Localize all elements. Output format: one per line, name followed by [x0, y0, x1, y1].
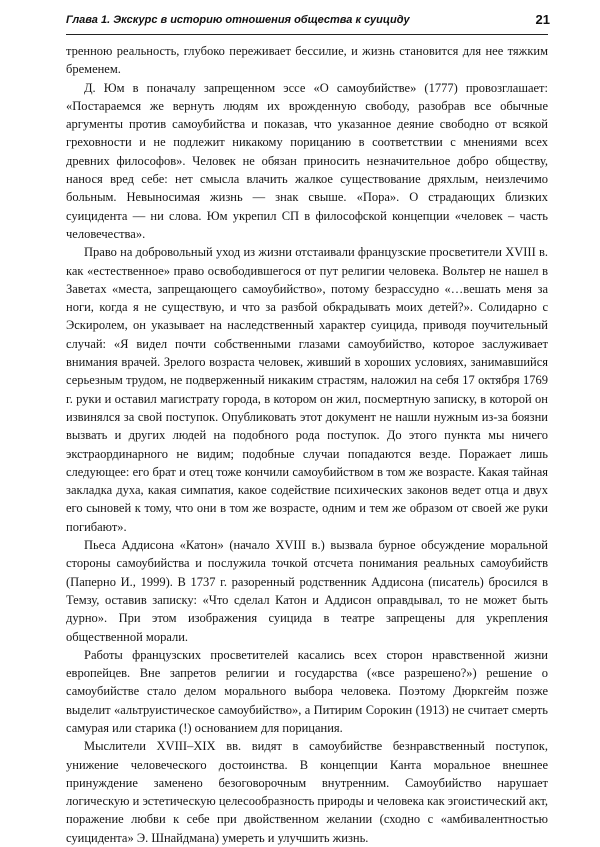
running-header: Глава 1. Экскурс в историю отношения общества к суициду: [66, 14, 410, 26]
paragraph-continued: тренною реальность, глубоко переживает бессилие, и жизнь становится для нее тяжким бременем.: [66, 44, 548, 77]
paragraph-voltaire: Право на добровольный уход из жизни отстаивали французские просветители XVIII в. как «естественное» право освободившегося от пут религии человека. Вольтер не нашел в Заветах «места, запрещающего самоубийство», потому безрассудно «…вешать меня за ноги, когда я не существую, и что за разбой обкрадывать моих детей?». Солидарно с Эскиролем, он указывает на наследственный характер суицида, приводя поучительный случай: «Я видел почти собственными глазами самоубийство, которое заслуживает внимания врачей. Зрелого возраста человек, живший в хороших условиях, занимавшийся серьезным трудом, не подверженный никаким страстям, наложил на себя 17 октября 1769 г. руки и оставил магистрату города, в котором он жил, посмертную записку, в которой он извинялся за свой поступок. Опубликовать этот документ не нашли нужным из-за боязни вызвать и других людей на подобного рода поступок. До этого пункта мы ничего экстраординарного не видим; подобные случаи попадаются везде. Поражает лишь следующее: его брат и отец тоже кончили самоубийством в том же возрасте. Какая тайная закладка духа, какая симпатия, какое содействие психических законов ведет отца и двух его сыновей к тому, что они в том же возрасте, одним и тем же образом от своей же руки погибают».: [66, 245, 548, 534]
paragraph-kant: Мыслители XVIII–XIX вв. видят в самоубийстве безнравственный поступок, унижение человеческого достоинства. В концепции Канта моральное внешнее принуждение заменено безоговорочным внутренним. Самоубийство нарушает логическую и эстетическую целесообразность природы и человека как эгоистический акт, поражение любви к себе при двойственном желании (сходно с «амбивалентностью суицидента» Э. Шнайдмана) умереть и улучшить жизнь.: [66, 739, 548, 845]
paragraph-addison: Пьеса Аддисона «Катон» (начало XVIII в.) вызвала бурное обсуждение моральной стороны самоубийства и послужила точкой отсчета понимания реальных самоубийств (Паперно И., 1999). В 1737 г. разоренный родственник Аддисона (писатель) бросился в Темзу, оставив записку: «Что сделал Катон и Аддисон оправдывал, то не может быть дурно». При этом изображения суицида в театре запрещены для укрепления общественной морали.: [66, 538, 548, 644]
page-number: 21: [535, 12, 550, 27]
paragraph-enlightenment: Работы французских просветителей касались всех сторон нравственной жизни европейцев. Вне запретов религии и государства («все разрешено?») решение о самоубийстве стало делом морального выбора человека. Поэтому Дюркгейм позже выделит «альтруистическое самоубийство», а Питирим Сорокин (1913) не считает смерть самурая или старика (!) основанием для порицания.: [66, 647, 548, 735]
body-text: [66, 42, 548, 847]
paragraph-hume: Д. Юм в поначалу запрещенном эссе «О самоубийстве» (1777) провозглашает: «Постараемся же вернуть людям их врожденную свободу, разобрав все обычные аргументы против самоубийства и показав, что указанное деяние свободно от всякой греховности и не подлежит никакому порицанию в соответствии с мнениями всех древних философов». Человек не обязан приносить незначительное добро обществу, нанося вред себе: нет смысла влачить жалкое существование дряхлым, неизлечимо больным. Невыносимая жизнь — знак свыше. «Пора». О страдающих близких суицидента — ни слова. Юм укрепил СП в философской концепции «человек – часть человечества».: [66, 80, 548, 241]
header-rule: [66, 34, 548, 35]
